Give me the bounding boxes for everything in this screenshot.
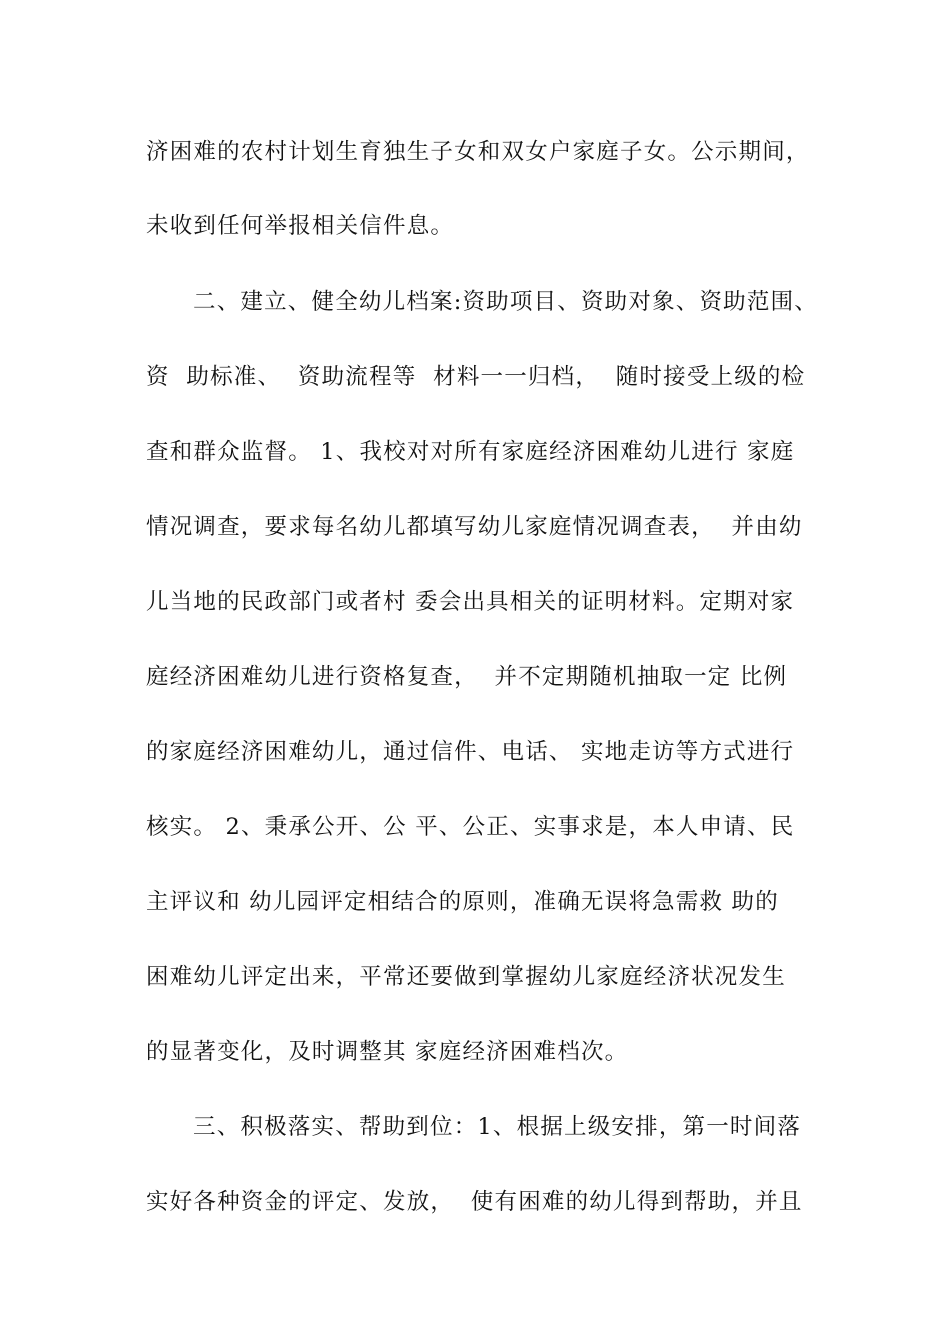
section-heading-line: 二、建立、健全幼儿档案:资助项目、资助对象、资助范围、 — [193, 289, 818, 315]
body-text-line: 情况调查，要求每名幼儿都填写幼儿家庭情况调查表， 并由幼 — [146, 514, 803, 540]
body-text-line: 济困难的农村计划生育独生子女和双女户家庭子女。公示期间， — [146, 139, 810, 165]
body-text-line: 的家庭经济困难幼儿，通过信件、电话、 实地走访等方式进行 — [146, 739, 795, 765]
body-text-line: 核实。 2、秉承公开、公 平、公正、实事求是，本人申请、民 — [146, 814, 795, 840]
body-text-line: 实好各种资金的评定、发放， 使有困难的幼儿得到帮助，并且 — [146, 1189, 803, 1215]
body-text-line: 查和群众监督。 1、我校对对所有家庭经济困难幼儿进行 家庭 — [146, 439, 795, 465]
body-text-line: 主评议和 幼儿园评定相结合的原则，准确无误将急需救 助的 — [146, 889, 779, 915]
body-text-line: 未收到任何举报相关信件息。 — [146, 213, 455, 239]
body-text-line: 困难幼儿评定出来，平常还要做到掌握幼儿家庭经济状况发生 — [146, 964, 786, 990]
body-text-line: 资 助标准、 资助流程等 材料一一归档， 随时接受上级的检 — [146, 364, 806, 390]
body-text-line: 的显著变化，及时调整其 家庭经济困难档次。 — [146, 1039, 629, 1065]
body-text-line: 儿当地的民政部门或者村 委会出具相关的证明材料。定期对家 — [146, 589, 795, 615]
section-heading-line: 三、积极落实、帮助到位：1、根据上级安排，第一时间落 — [193, 1114, 802, 1140]
body-text-line: 庭经济困难幼儿进行资格复查， 并不定期随机抽取一定 比例 — [146, 664, 788, 690]
